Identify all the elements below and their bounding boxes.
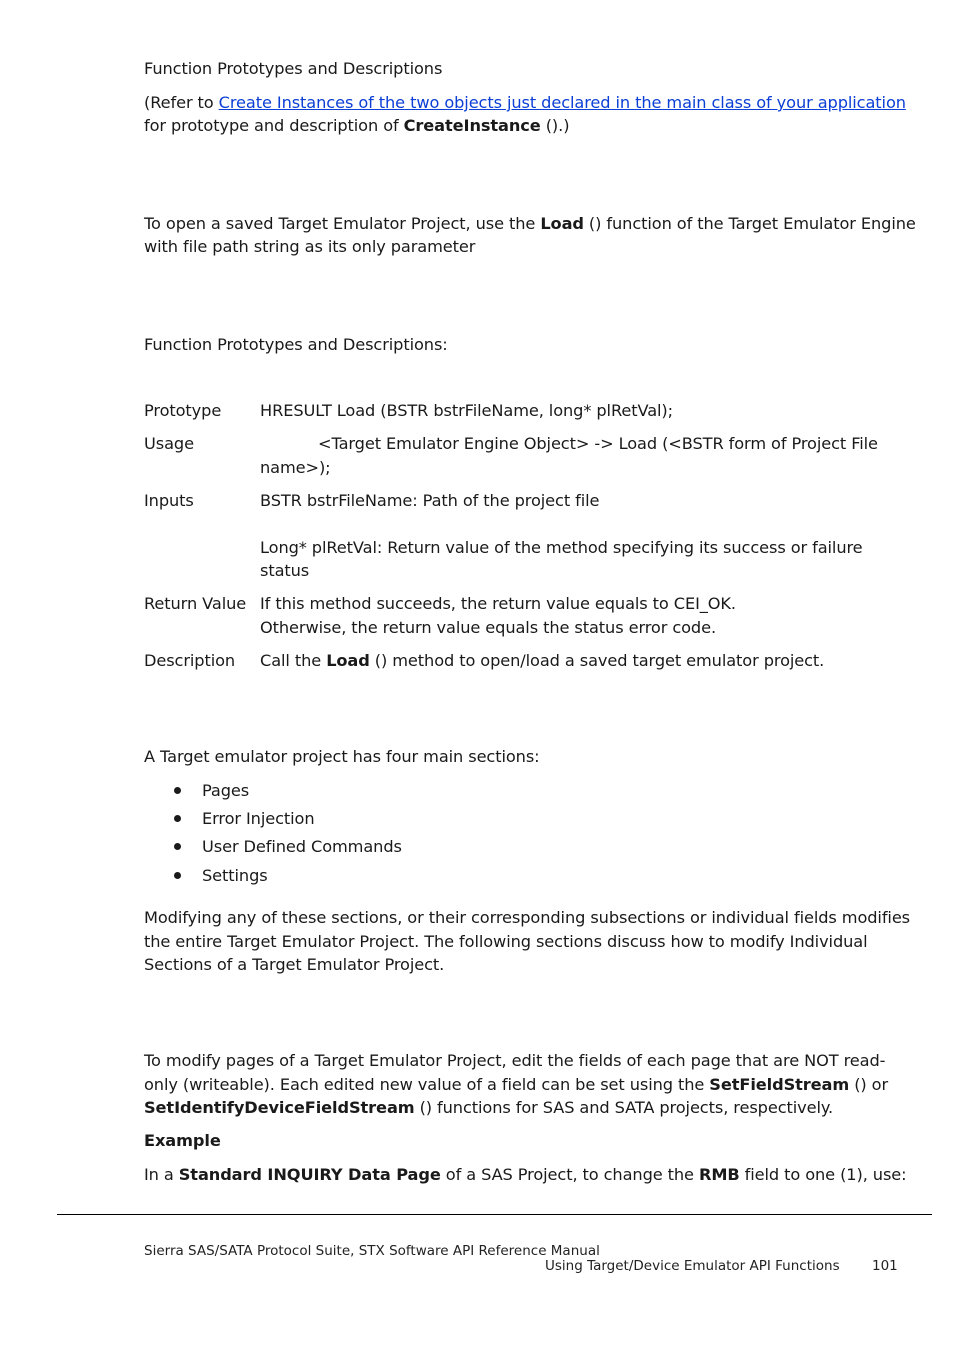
inputs-line-3: status bbox=[260, 561, 310, 580]
return-line-1: If this method succeeds, the return value equals to CEI_OK. bbox=[260, 594, 736, 613]
desc-text-a: Call the bbox=[260, 651, 327, 670]
example-label: Example bbox=[144, 1131, 221, 1150]
rmb-term: RMB bbox=[698, 1165, 740, 1184]
prototype-value: HRESULT Load (BSTR bstrFileName, long* plRetVal); bbox=[260, 401, 673, 420]
return-line-2: Otherwise, the return value equals the status error code. bbox=[260, 618, 716, 637]
inputs-line-2: Long* plRetVal: Return value of the method specifying its success or failure bbox=[260, 538, 863, 557]
refer-line-2 bbox=[144, 114, 569, 138]
sections-para-line-1: Modifying any of these sections, or their corresponding subsections or individual fields modifies bbox=[144, 908, 911, 927]
section-heading: Function Prototypes and Descriptions bbox=[144, 59, 443, 78]
create-instances-link[interactable]: Create Instances of the two objects just declared in the main class of your application bbox=[218, 93, 906, 112]
list-item: Error Injection bbox=[202, 809, 315, 828]
refer-line bbox=[144, 91, 906, 115]
pages-line-2 bbox=[144, 1073, 888, 1097]
bullet-icon bbox=[174, 872, 181, 879]
ex-text-c: field to one (1), use: bbox=[739, 1165, 907, 1184]
setfieldstream-term: SetFieldStream bbox=[709, 1075, 850, 1094]
ex-text-a: In a bbox=[144, 1165, 179, 1184]
return-label: Return Value bbox=[144, 594, 247, 613]
inputs-line-1: BSTR bstrFileName: Path of the project file bbox=[260, 491, 600, 510]
bullet-icon bbox=[174, 787, 181, 794]
description-label: Description bbox=[144, 651, 236, 670]
bullet-icon bbox=[174, 843, 181, 850]
footer-chapter: Using Target/Device Emulator API Functions bbox=[545, 1258, 840, 1274]
refer-suffix-a: for prototype and description of bbox=[144, 116, 404, 135]
sections-para-line-2: the entire Target Emulator Project. The following sections discuss how to modify Individual bbox=[144, 932, 868, 951]
pages-text-a: only (writeable). Each edited new value of a field can be set using the bbox=[144, 1075, 710, 1094]
bullet-icon bbox=[174, 815, 181, 822]
pages-text-c: () functions for SAS and SATA projects, respectively. bbox=[414, 1098, 834, 1117]
open-line-2: with file path string as its only parameter bbox=[144, 237, 476, 256]
sections-para-line-3: Sections of a Target Emulator Project. bbox=[144, 955, 445, 974]
list-item: User Defined Commands bbox=[202, 837, 402, 856]
footer-manual-title: Sierra SAS/SATA Protocol Suite, STX Software API Reference Manual bbox=[144, 1243, 600, 1259]
list-item: Pages bbox=[202, 781, 250, 800]
load-term: Load bbox=[540, 214, 584, 233]
inputs-label: Inputs bbox=[144, 491, 194, 510]
footer-divider bbox=[57, 1214, 932, 1215]
open-line-1 bbox=[144, 212, 916, 236]
desc-text-b: () method to open/load a saved target emulator project. bbox=[369, 651, 825, 670]
usage-value-line-1: <Target Emulator Engine Object> -> Load (<BSTR form of Project File bbox=[318, 434, 878, 453]
example-line bbox=[144, 1163, 907, 1187]
refer-prefix: (Refer to bbox=[144, 93, 219, 112]
refer-suffix-b: ().) bbox=[540, 116, 570, 135]
section-heading-2: Function Prototypes and Descriptions: bbox=[144, 335, 448, 354]
prototype-label: Prototype bbox=[144, 401, 222, 420]
desc-load-term: Load bbox=[326, 651, 370, 670]
description-value bbox=[260, 649, 824, 673]
footer-page-number: 101 bbox=[872, 1258, 898, 1274]
pages-text-b: () or bbox=[849, 1075, 889, 1094]
pages-line-1: To modify pages of a Target Emulator Project, edit the fields of each page that are NOT read- bbox=[144, 1051, 886, 1070]
ex-text-b: of a SAS Project, to change the bbox=[440, 1165, 699, 1184]
standard-inquiry-term: Standard INQUIRY Data Page bbox=[178, 1165, 441, 1184]
open-text-b: () function of the Target Emulator Engine bbox=[583, 214, 916, 233]
sections-intro: A Target emulator project has four main sections: bbox=[144, 747, 540, 766]
usage-label: Usage bbox=[144, 434, 194, 453]
list-item: Settings bbox=[202, 866, 268, 885]
createinstance-term: CreateInstance bbox=[403, 116, 541, 135]
open-text-a: To open a saved Target Emulator Project, use the bbox=[144, 214, 541, 233]
pages-line-3 bbox=[144, 1096, 833, 1120]
usage-value-line-2: name>); bbox=[260, 458, 331, 477]
setidentifydevicefieldstream-term: SetIdentifyDeviceFieldStream bbox=[144, 1098, 415, 1117]
